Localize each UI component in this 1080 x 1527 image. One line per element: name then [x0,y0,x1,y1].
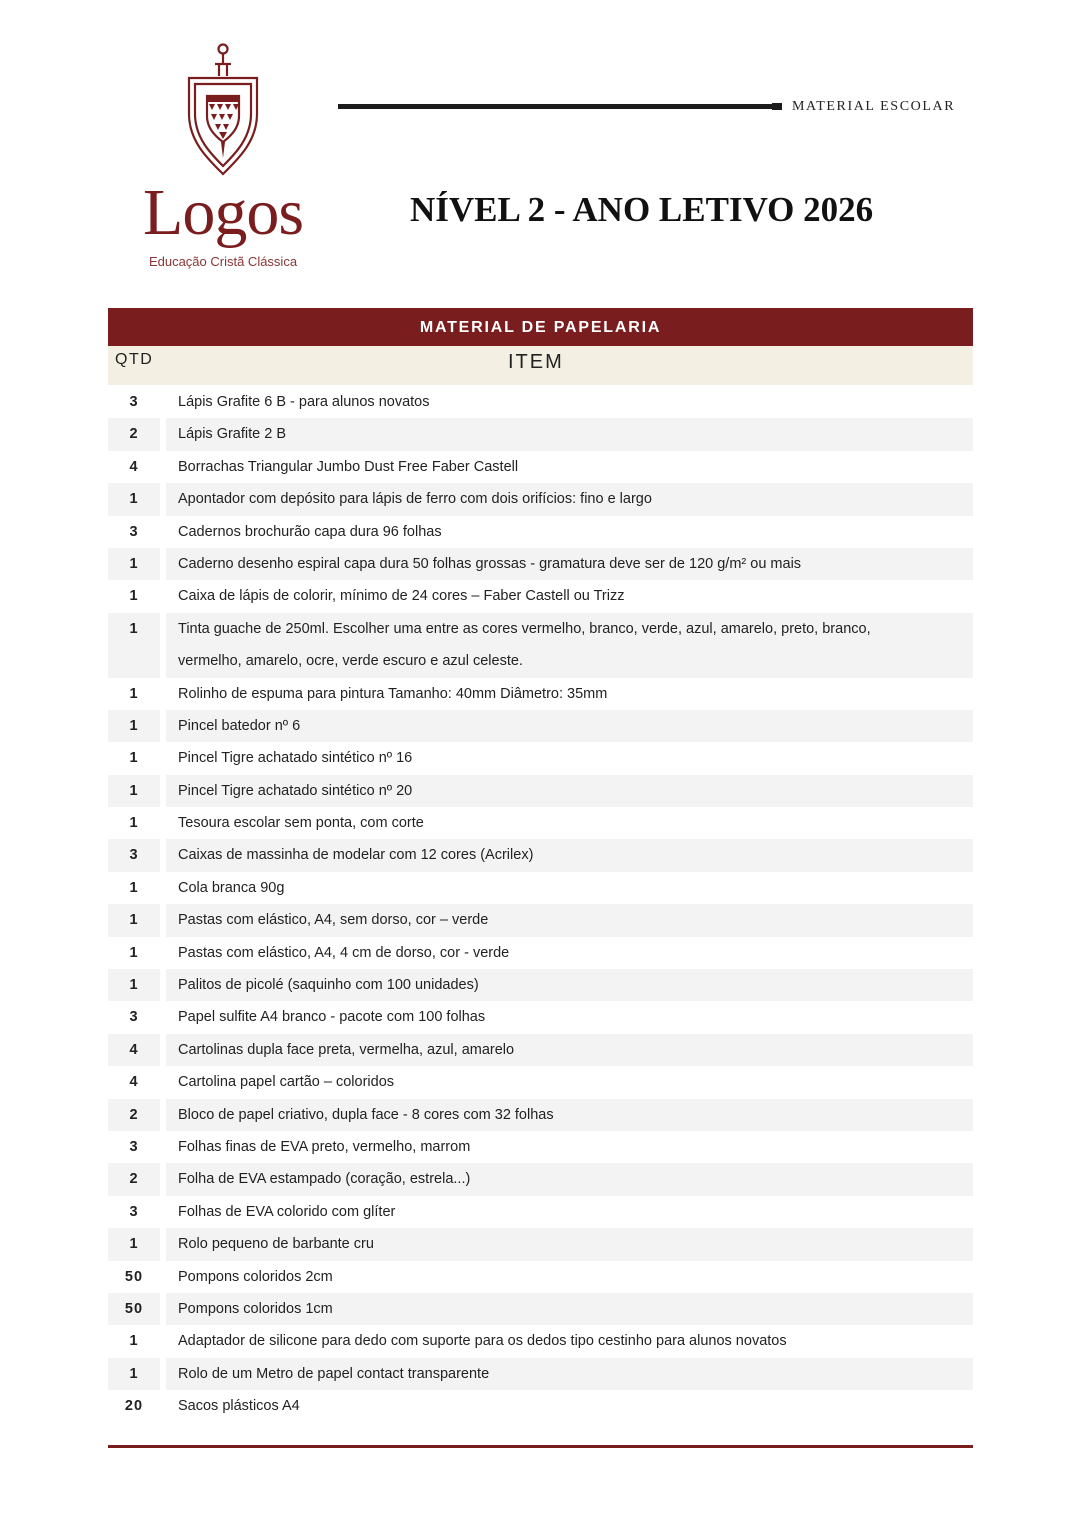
table-row [108,516,973,548]
table-row [108,969,973,1001]
item-cell: Rolo de um Metro de papel contact transparente [166,1358,973,1390]
table-row [108,1099,973,1131]
item-cell: Pompons coloridos 2cm [178,1268,333,1285]
qty-cell: 1 [129,944,139,961]
column-header-row [108,346,973,385]
item-cell: Cartolinas dupla face preta, vermelha, azul, amarelo [166,1034,973,1066]
qty-cell: 3 [129,1009,139,1026]
qty-cell: 1 [108,775,160,807]
brand-name: Logos [143,176,303,249]
item-cell: Bloco de papel criativo, dupla face - 8 cores com 32 folhas [166,1099,973,1131]
document-category: MATERIAL ESCOLAR [792,99,956,114]
table-row [108,1293,973,1325]
qty-cell: 1 [108,548,160,580]
item-cell: Cola branca 90g [178,879,285,896]
item-cell: Pincel batedor nº 6 [166,710,973,742]
table-row [108,1163,973,1195]
item-cell: Caixas de massinha de modelar com 12 cores (Acrilex) [166,839,973,871]
qty-cell: 1 [108,710,160,742]
item-cell: Pastas com elástico, A4, 4 cm de dorso, cor - verde [178,944,510,961]
qty-cell: 1 [108,1358,160,1390]
item-cell: Lápis Grafite 6 B - para alunos novatos [178,394,430,410]
table-row [108,937,973,969]
table-row [108,418,973,450]
item-cell: Papel sulfite A4 branco - pacote com 100 folhas [178,1009,486,1026]
qty-cell: 1 [129,879,139,896]
qty-cell: 2 [108,418,160,450]
table-row [108,613,973,678]
qty-cell: 4 [129,458,139,475]
table-row [108,1196,973,1228]
item-cell: Rolo pequeno de barbante cru [166,1228,973,1260]
qty-cell: 1 [108,969,160,1001]
school-logo [118,42,328,269]
qty-cell: 3 [129,1203,139,1220]
column-header-qtd: QTD [115,351,154,368]
qty-cell: 3 [129,394,139,410]
table-row [108,548,973,580]
table-row [108,775,973,807]
shield-sword-emblem-icon [185,42,261,180]
item-cell: Pompons coloridos 1cm [166,1293,973,1325]
item-cell: Tesoura escolar sem ponta, com corte [178,815,424,832]
table-row [108,483,973,515]
table-row [108,1066,973,1098]
table-body [108,386,973,1423]
table-row [108,1261,973,1293]
table-row [108,451,973,483]
table-row [108,710,973,742]
item-cell: Palitos de picolé (saquinho com 100 unidades) [166,969,973,1001]
qty-cell: 4 [129,1074,139,1091]
qty-cell: 1 [129,685,139,702]
table-row [108,807,973,839]
item-cell: Pastas com elástico, A4, sem dorso, cor – verde [166,904,973,936]
table-row [108,1358,973,1390]
qty-cell: 1 [129,750,139,767]
supplies-table [108,308,973,1423]
qty-cell: 1 [108,1228,160,1260]
item-cell: Borrachas Triangular Jumbo Dust Free Faber Castell [178,458,519,475]
table-row [108,904,973,936]
qty-cell: 50 [108,1293,160,1325]
qty-cell: 50 [124,1268,144,1285]
qty-cell: 1 [108,483,160,515]
table-row [108,386,973,418]
table-row [108,742,973,774]
qty-cell: 4 [108,1034,160,1066]
qty-cell: 2 [108,1163,160,1195]
qty-cell: 20 [124,1398,144,1415]
table-row [108,872,973,904]
item-cell: Pincel Tigre achatado sintético nº 20 [166,775,973,807]
qty-cell: 3 [129,1139,139,1155]
footer-rule [108,1445,973,1448]
item-cell: Caderno desenho espiral capa dura 50 folhas grossas - gramatura deve ser de 120 g/m² ou mais [166,548,973,580]
section-title: MATERIAL DE PAPELARIA [108,308,973,346]
header-rule-tip [772,103,782,110]
item-cell: Rolinho de espuma para pintura Tamanho: 40mm Diâmetro: 35mm [178,685,608,702]
qty-cell: 3 [108,839,160,871]
table-row [108,1228,973,1260]
item-cell: Tinta guache de 250ml. Escolher uma entre as cores vermelho, branco, verde, azul, amarelo, preto, branco, vermelho, amarelo, ocre, verde escuro e azul celeste. [166,613,973,678]
item-cell: Cartolina papel cartão – coloridos [178,1074,395,1091]
table-row [108,1034,973,1066]
item-cell: Folhas de EVA colorido com glíter [178,1203,396,1220]
table-row [108,1325,973,1357]
item-cell: Caixa de lápis de colorir, mínimo de 24 cores – Faber Castell ou Trizz [178,588,625,605]
item-cell: Folhas finas de EVA preto, vermelho, marrom [178,1139,471,1155]
qty-cell: 1 [108,613,160,678]
qty-cell: 2 [108,1099,160,1131]
table-row [108,678,973,710]
item-cell: Folha de EVA estampado (coração, estrela...) [166,1163,973,1195]
item-cell: Adaptador de silicone para dedo com suporte para os dedos tipo cestinho para alunos novatos [178,1333,787,1350]
brand-tagline: Educação Cristã Clássica [148,254,298,269]
table-row [108,839,973,871]
qty-cell: 1 [108,904,160,936]
qty-cell: 1 [129,1333,139,1350]
item-cell: Sacos plásticos A4 [178,1398,300,1415]
item-cell: Cadernos brochurão capa dura 96 folhas [178,523,442,540]
qty-cell: 1 [129,588,139,605]
table-row [108,1001,973,1033]
qty-cell: 3 [129,523,139,540]
item-cell: Lápis Grafite 2 B [166,418,973,450]
qty-cell: 1 [129,815,139,832]
document-title: NÍVEL 2 - ANO LETIVO 2026 [410,190,874,229]
item-cell: Apontador com depósito para lápis de ferro com dois orifícios: fino e largo [166,483,973,515]
item-cell: Pincel Tigre achatado sintético nº 16 [178,750,413,767]
table-row [108,580,973,612]
table-row [108,1390,973,1422]
table-row [108,1131,973,1163]
column-header-item: ITEM [508,351,564,373]
header-rule [338,104,780,109]
